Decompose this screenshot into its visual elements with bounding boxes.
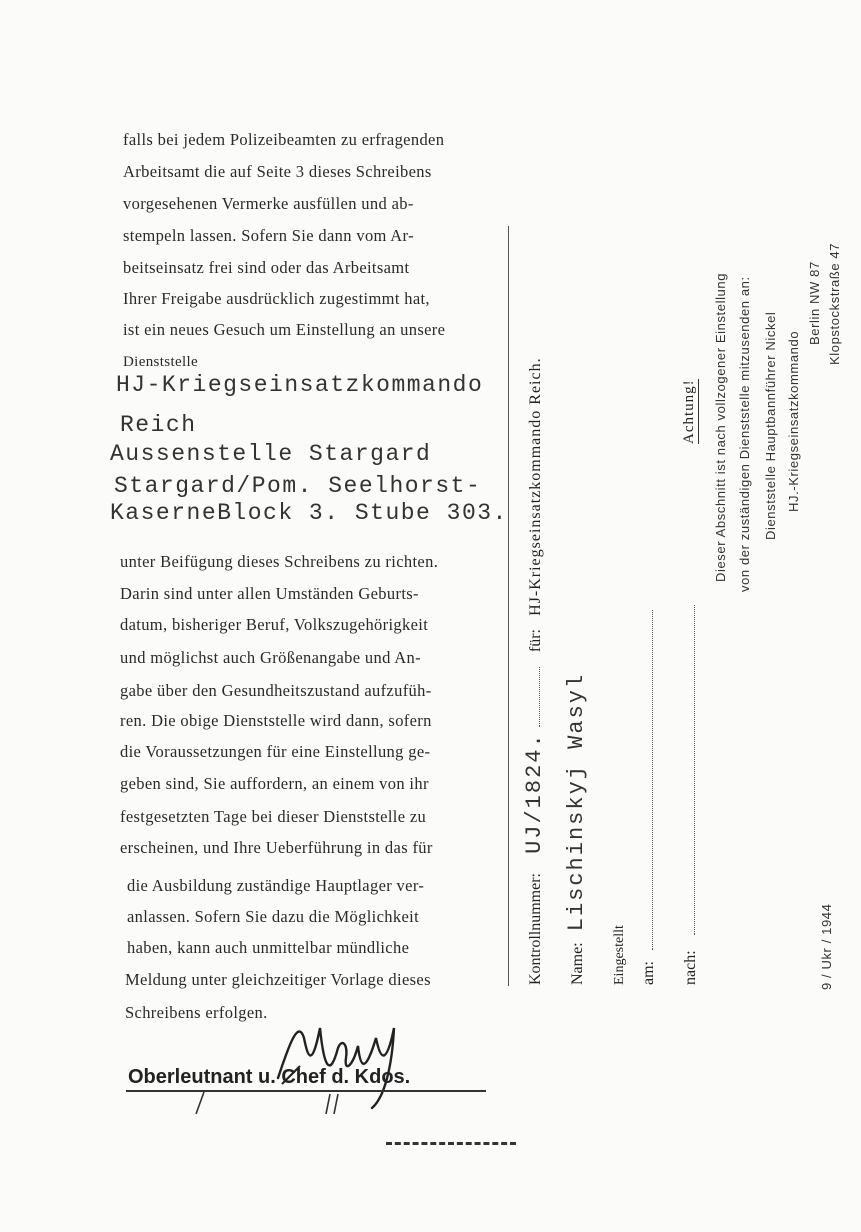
address-line: Stargard/Pom. Seelhorst-: [114, 473, 482, 499]
note-1: Dieser Abschnitt ist nach vollzogener Einstellung: [713, 272, 728, 582]
body-line: Darin sind unter allen Umständen Geburts-: [120, 584, 419, 603]
body-line: Meldung unter gleichzeitiger Vorlage dieses: [125, 970, 431, 989]
address-2: HJ.-Kriegseinsatzkommando: [786, 330, 801, 512]
dotted-fill: [525, 667, 540, 727]
body-line: und möglichst auch Größenangabe und An-: [120, 648, 421, 667]
address-line: Aussenstelle Stargard: [110, 441, 432, 467]
name-row: [564, 673, 589, 985]
kontroll-value: UJ/1824.: [522, 732, 547, 854]
address-1: Dienststelle Hauptbannführer Nickel: [763, 311, 778, 540]
body-line: Schreibens erfolgen.: [125, 1003, 268, 1022]
note-row-1: [710, 273, 729, 582]
address-row-2: [783, 331, 802, 512]
kontroll-label: Kontrollnummer:: [527, 873, 544, 985]
am-label: am:: [640, 961, 657, 985]
address-3: Berlin NW 87: [807, 261, 822, 345]
body-line: Arbeitsamt die auf Seite 3 dieses Schreibens: [123, 162, 432, 181]
body-line: falls bei jedem Polizeibeamten zu erfragenden: [123, 130, 445, 149]
section-divider: [508, 226, 509, 986]
name-value: Lischinskyj Wasyl: [564, 672, 589, 932]
body-line: anlassen. Sofern Sie dazu die Möglichkeit: [127, 907, 420, 926]
body-line: stempeln lassen. Sofern Sie dann vom Ar-: [123, 226, 414, 245]
signature-strokes: [190, 1090, 350, 1116]
body-line: beitseinsatz frei sind oder das Arbeitsamt: [123, 258, 410, 277]
body-line: erscheinen, und Ihre Ueberführung in das für: [120, 838, 433, 857]
body-line: geben sind, Sie auffordern, an einem von ihr: [120, 774, 429, 793]
am-row: [638, 610, 658, 985]
fuer-label: für:: [527, 629, 544, 653]
eingestellt-label: Eingestellt: [612, 925, 627, 985]
body-line: vorgesehenen Vermerke ausfüllen und ab-: [123, 194, 414, 213]
body-line: Dienststelle: [123, 354, 199, 370]
nach-label: nach:: [682, 950, 699, 985]
name-label: Name:: [569, 942, 586, 985]
nach-row: [680, 605, 700, 985]
eingestellt-row: [608, 925, 628, 985]
address-line: HJ-Kriegseinsatzkommando: [116, 372, 484, 398]
body-line: datum, bisheriger Beruf, Volkszugehörigkeit: [120, 615, 429, 634]
body-line: haben, kann auch unmittelbar mündliche: [127, 938, 410, 957]
achtung-row: [678, 379, 699, 444]
address-line: KaserneBlock 3. Stube 303.: [110, 500, 508, 526]
note-2: von der zuständigen Dienststelle mitzusenden an:: [737, 276, 752, 592]
address-row-4: [824, 243, 843, 365]
nach-field: [680, 605, 695, 935]
body-line: festgesetzten Tage bei dieser Dienststelle zu: [120, 807, 427, 826]
footer-row: [816, 904, 835, 990]
body-line: die Ausbildung zuständige Hauptlager ver-: [127, 876, 425, 895]
dashed-separator: [386, 1142, 516, 1145]
note-row-2: [734, 276, 753, 592]
am-field: [638, 610, 653, 950]
body-line: ren. Die obige Dienststelle wird dann, sofern: [120, 711, 432, 730]
body-line: ist ein neues Gesuch um Einstellung an unsere: [123, 320, 446, 339]
signature-title: Oberleutnant u. Chef d. Kdos.: [128, 1066, 411, 1088]
address-row-3: [804, 261, 823, 345]
address-4: Klopstockstraße 47: [827, 242, 842, 365]
body-line: die Voraussetzungen für eine Einstellung ge-: [120, 742, 431, 761]
address-row-1: [760, 312, 779, 540]
fuer-value: HJ-Kriegseinsatzkommando Reich.: [527, 357, 544, 616]
body-line: gabe über den Gesundheitszustand aufzufüh-: [120, 681, 432, 700]
body-line: Ihrer Freigabe ausdrücklich zugestimmt hat,: [123, 289, 430, 308]
footer-code: 9 / Ukr / 1944: [819, 903, 834, 990]
kontroll-row: [522, 357, 547, 985]
address-line: Reich: [120, 412, 197, 438]
achtung-label: Achtung!: [681, 379, 697, 444]
body-line: unter Beifügung dieses Schreibens zu richten.: [120, 552, 439, 571]
